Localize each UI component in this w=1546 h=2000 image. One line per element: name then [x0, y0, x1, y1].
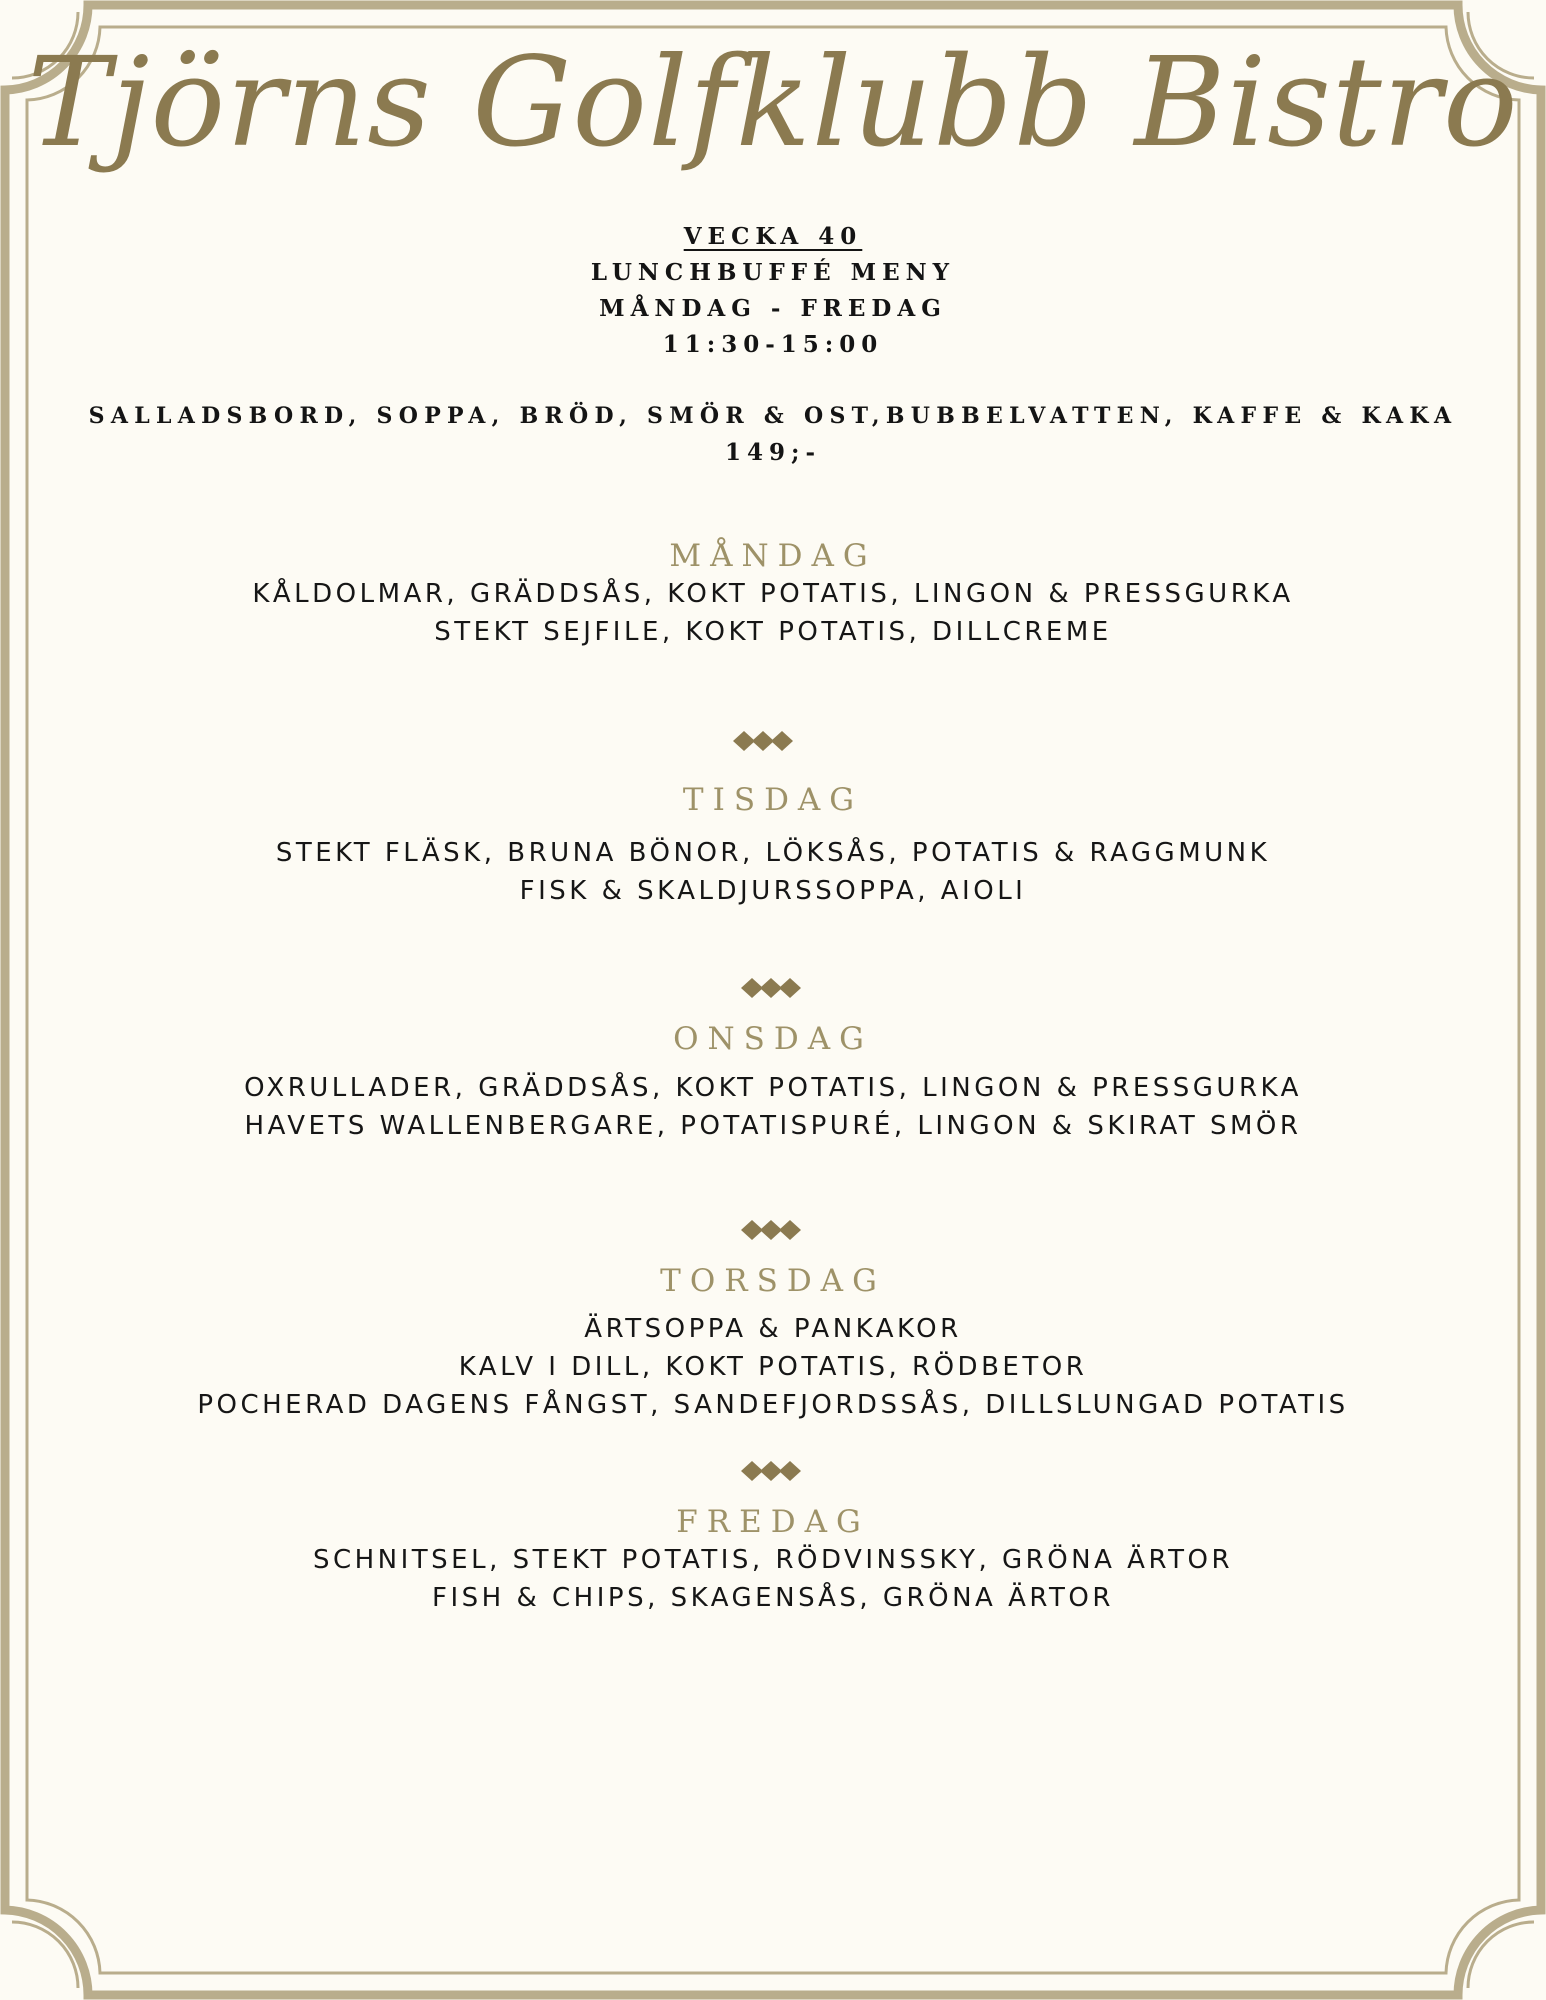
menu-item: SCHNITSEL, STEKT POTATIS, RÖDVINSSKY, GRÖNA ÄRTOR: [312, 1545, 1234, 1575]
buffet-includes: SALLADSBORD, SOPPA, BRÖD, SMÖR & OST,BUBBELVATTEN, KAFFE & KAKA: [88, 403, 1458, 429]
hours-heading: 11:30-15:00: [662, 331, 884, 358]
menu-item: POCHERAD DAGENS FÅNGST, SANDEFJORDSSÅS, DILLSLUNGAD POTATIS: [197, 1390, 1349, 1420]
diamond-divider: [0, 976, 1546, 1000]
week-heading: [0, 223, 1546, 250]
day-heading-monday: MÅNDAG: [669, 538, 877, 574]
day-heading-tuesday: TISDAG: [682, 782, 864, 818]
menu-item: HAVETS WALLENBERGARE, POTATISPURÉ, LINGON & SKIRAT SMÖR: [244, 1111, 1302, 1141]
diamond-divider: [0, 1459, 1546, 1483]
menu-item: OXRULLADER, GRÄDDSÅS, KOKT POTATIS, LINGON & PRESSGURKA: [244, 1073, 1302, 1103]
day-heading-thursday: TORSDAG: [660, 1263, 886, 1299]
days-heading: MÅNDAG - FREDAG: [599, 295, 947, 322]
buffet-price: 149;-: [724, 439, 822, 466]
menu-item: KÅLDOLMAR, GRÄDDSÅS, KOKT POTATIS, LINGON & PRESSGURKA: [252, 579, 1294, 609]
menu-heading: LUNCHBUFFÉ MENY: [590, 259, 956, 286]
restaurant-title: Tjörns Golfklubb Bistro: [27, 31, 1519, 175]
menu-item: STEKT FLÄSK, BRUNA BÖNOR, LÖKSÅS, POTATIS & RAGGMUNK: [275, 838, 1271, 868]
menu-item: STEKT SEJFILE, KOKT POTATIS, DILLCREME: [434, 617, 1112, 647]
week-label: VECKA 40: [683, 223, 863, 250]
menu-item: ÄRTSOPPA & PANKAKOR: [584, 1314, 962, 1344]
day-heading-wednesday: ONSDAG: [673, 1021, 873, 1057]
day-heading-friday: FREDAG: [676, 1504, 870, 1540]
menu-item: FISK & SKALDJURSSOPPA, AIOLI: [519, 876, 1027, 906]
diamond-divider: [0, 729, 1546, 753]
diamond-divider: [0, 1218, 1546, 1242]
menu-item: KALV I DILL, KOKT POTATIS, RÖDBETOR: [458, 1352, 1088, 1382]
menu-item: FISH & CHIPS, SKAGENSÅS, GRÖNA ÄRTOR: [432, 1583, 1114, 1613]
